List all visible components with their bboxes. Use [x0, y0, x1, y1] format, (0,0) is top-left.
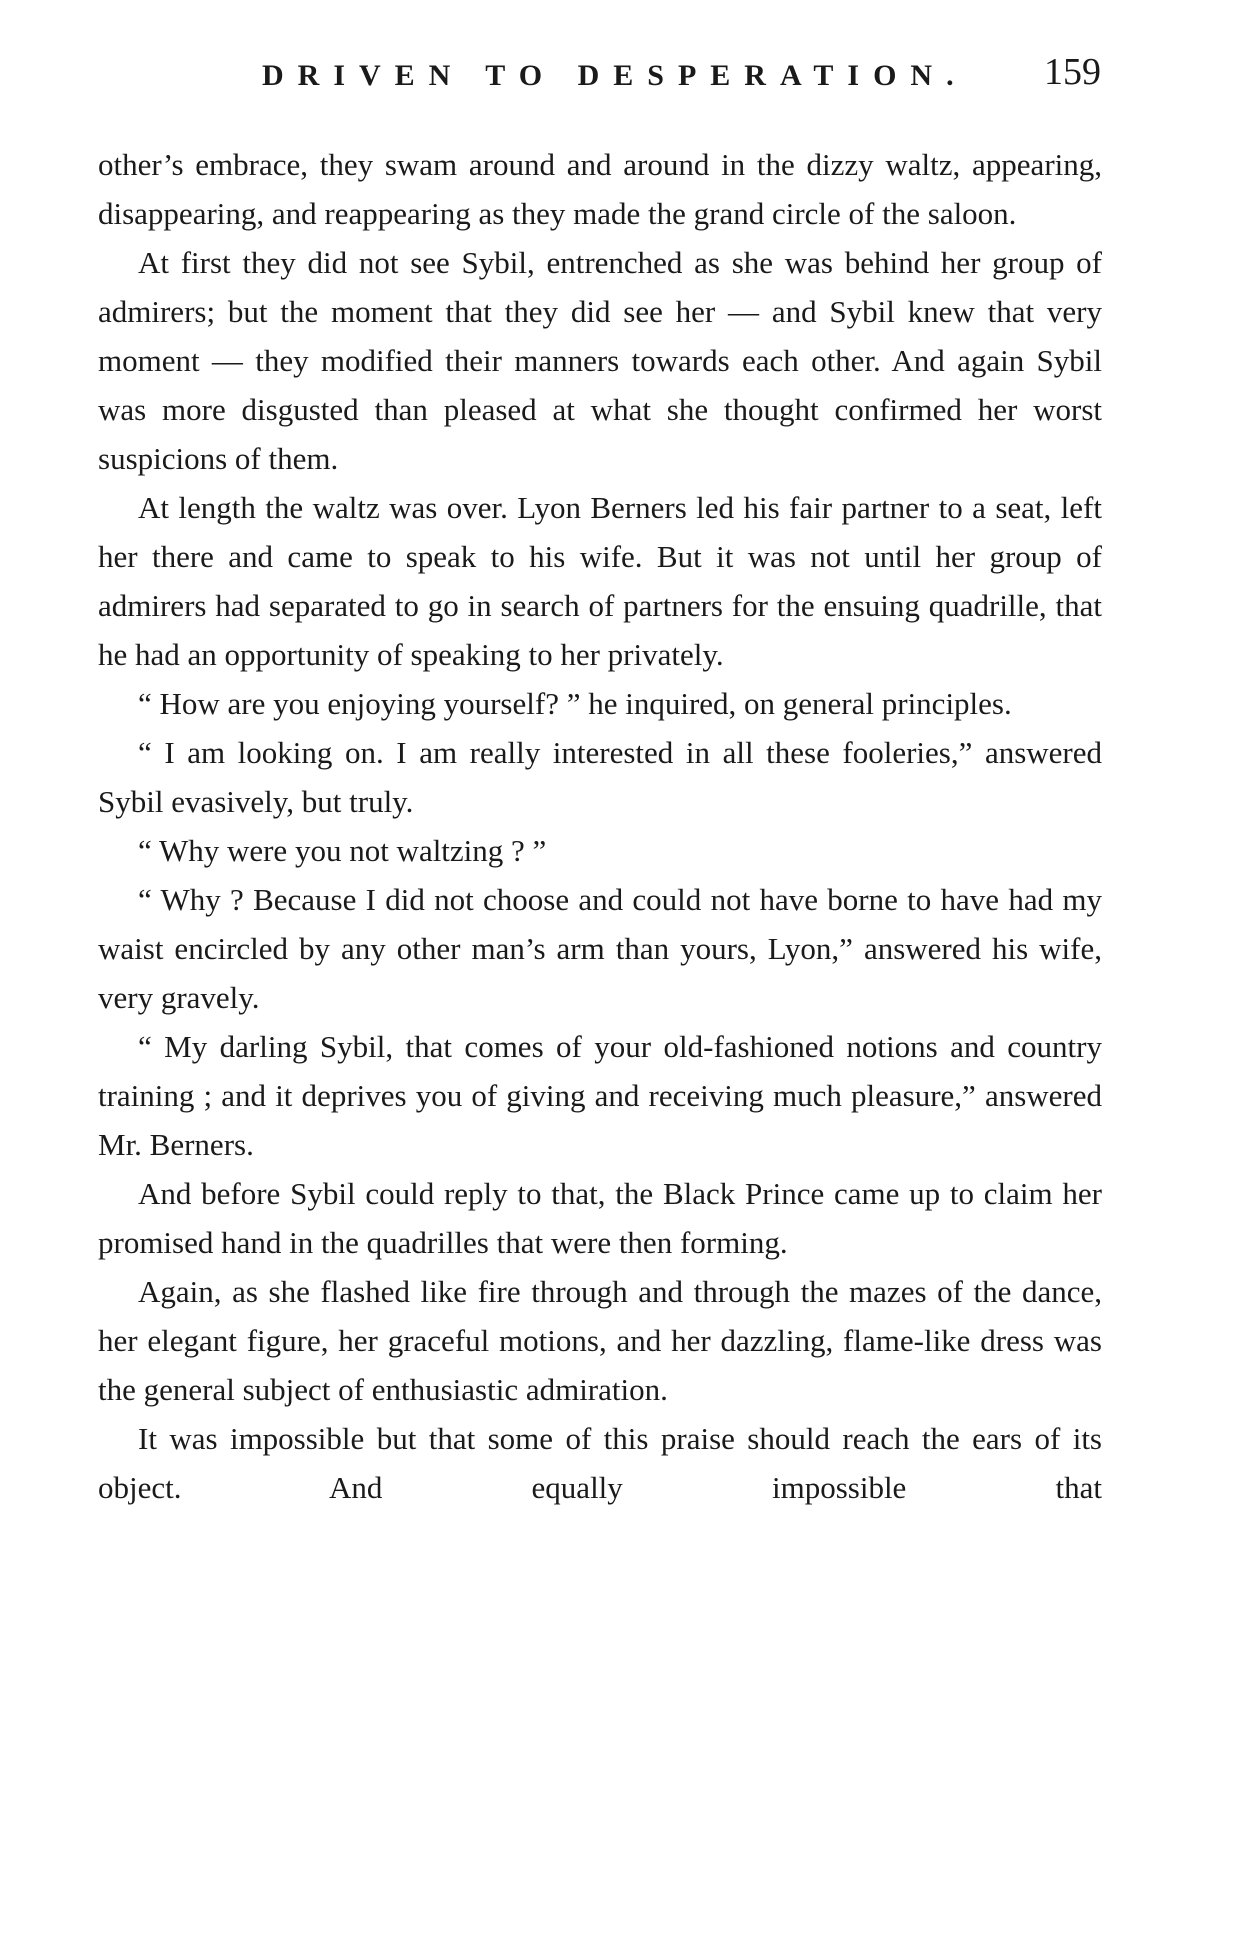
- paragraph: Again, as she flashed like fire through and through the mazes of the dance, her elegant figure, her graceful motions, and her dazzling, flame-like dress was the general subject of enthusiastic admiration.: [98, 1274, 1102, 1407]
- body-text: [98, 140, 1102, 1512]
- paragraph: “ How are you enjoying yourself? ” he inquired, on general principles.: [138, 686, 1012, 721]
- paragraph: At length the waltz was over. Lyon Berners led his fair partner to a seat, left her there and came to speak to his wife. But it was not until her group of admirers had separated to go in search of partners for the ensuing quadrille, that he had an opportunity of speaking to her privately.: [98, 490, 1102, 672]
- page-number: 159: [1044, 51, 1101, 93]
- paragraph: At first they did not see Sybil, entrenched as she was behind her group of admirers; but the moment that they did see her — and Sybil knew that very moment — they modified their manners towards each other. And again Sybil was more disgusted than pleased at what she thought confirmed her worst suspicions of them.: [98, 245, 1102, 476]
- paragraph: “ My darling Sybil, that comes of your old-fashioned notions and country training ; and it deprives you of giving and receiving much pleasure,” answered Mr. Berners.: [98, 1029, 1102, 1162]
- running-title: DRIVEN TO DESPERATION.: [262, 59, 968, 92]
- paragraph: other’s embrace, they swam around and around in the dizzy waltz, appearing, disappearing, and reappearing as they made the grand circle of the saloon.: [98, 147, 1102, 231]
- paragraph: And before Sybil could reply to that, the Black Prince came up to claim her promised hand in the quadrilles that were then forming.: [98, 1176, 1102, 1260]
- paragraph: “ Why were you not waltzing ? ”: [138, 833, 547, 868]
- paragraph: “ Why ? Because I did not choose and could not have borne to have had my waist encircled by any other man’s arm than yours, Lyon,” answered his wife, very gravely.: [98, 882, 1102, 1015]
- paragraph: “ I am looking on. I am really interested in all these fooleries,” answered Sybil evasively, but truly.: [98, 735, 1102, 819]
- paragraph: It was impossible but that some of this praise should reach the ears of its object. And equally impossible that: [98, 1421, 1102, 1505]
